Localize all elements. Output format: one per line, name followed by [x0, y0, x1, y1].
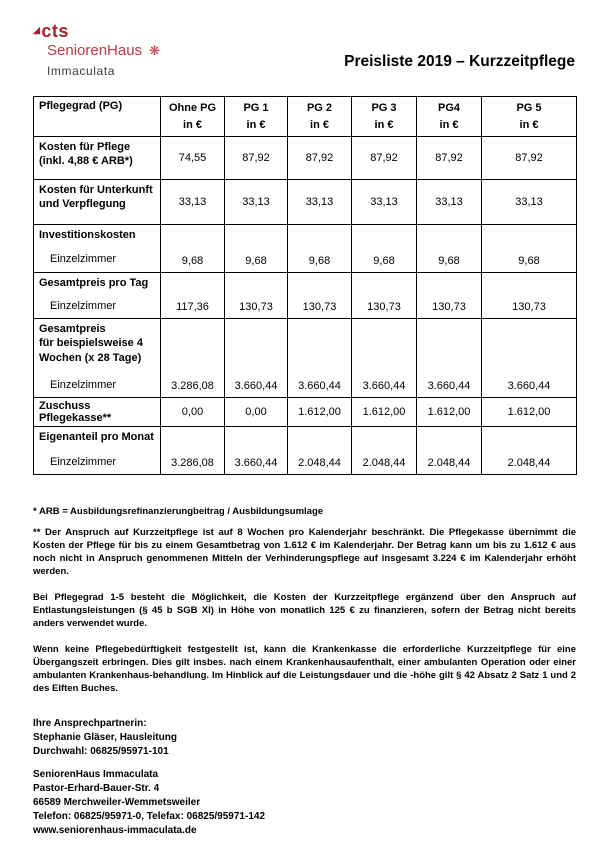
price-cell: 3.660,44 [417, 319, 482, 398]
price-cell: 33,13 [417, 180, 482, 225]
address-block [33, 768, 575, 838]
table-row-eigenanteil-monat [34, 427, 577, 475]
unit-label: in € [519, 118, 539, 131]
price-cell: 3.286,08 [161, 319, 225, 398]
price-cell: 33,13 [482, 180, 577, 225]
column-label: PG 5 [516, 102, 542, 114]
column-label: PG4 [437, 102, 460, 114]
price-cell: 3.660,44 [225, 319, 288, 398]
unit-label: in € [310, 118, 329, 131]
footnote-uebergangszeit: Wenn keine Pflegebedürftigkeit festgestellt ist, kann die Krankenkasse die erforderliche Kurzzeitpflege für eine Übergangszeit erbringen. Dies gilt insbes. nach einem Krankenhausaufenthalt, einer ambulanten Operation oder einer ambulanten Krankenhaus-behandlung. Im Hinblick auf die Leistungsdauer und die -höhe gilt § 42 Absatz 2 Satz 1 und 2 des Elften Buches. [33, 643, 576, 694]
address-city: 66589 Merchweiler-Wemmetsweiler [33, 796, 201, 808]
logo-name-line [47, 43, 160, 59]
price-cell: 1.612,00 [288, 398, 352, 427]
column-header-pg2 [288, 97, 352, 137]
corner-header: Pflegegrad (PG) [34, 97, 161, 137]
price-cell: 2.048,44 [482, 427, 577, 475]
row-label-line: Investitionskosten [39, 229, 136, 241]
price-cell: 3.660,44 [482, 319, 577, 398]
row-label [34, 319, 161, 398]
table-row-kosten-pflege [34, 137, 577, 180]
logo-subname-text: Immaculata [47, 64, 116, 78]
price-cell: 3.660,44 [225, 427, 288, 475]
row-label [34, 225, 161, 273]
address-name: SeniorenHaus Immaculata [33, 768, 159, 780]
contact-person: Stephanie Gläser, Hausleitung [33, 731, 177, 743]
row-label [34, 137, 161, 180]
price-cell: 33,13 [161, 180, 225, 225]
contact-block [33, 717, 575, 759]
column-label: PG 2 [306, 102, 333, 114]
table-row-gesamtpreis-tag [34, 272, 577, 319]
row-label-line: Kosten für Unterkunft [39, 184, 153, 196]
footnote-zuschuss: ** Der Anspruch auf Kurzzeitpflege ist auf 8 Wochen pro Kalenderjahr beschränkt. Die Pflegekasse übernimmt die Kosten der Pflege für bis zu einem Gesamtbetrag von 1.612 € im Kalenderjahr. Der Betrag kann um bis zu 1.612 € aus noch nicht in Anspruch genommenen Mitteln der Verhinderungspflege auf insgesamt 3.224 € im Kalenderjahr erhöht werden. [33, 526, 576, 577]
row-sublabel: Einzelzimmer [50, 455, 117, 468]
unit-label: in € [439, 118, 459, 131]
row-sublabel: Einzelzimmer [50, 253, 117, 266]
page-header [33, 22, 575, 84]
row-label-line: Gesamtpreis [39, 323, 106, 336]
price-cell: 33,13 [225, 180, 288, 225]
row-sublabel: Einzelzimmer [50, 379, 117, 392]
price-cell: 0,00 [161, 398, 225, 427]
price-cell: 130,73 [225, 272, 288, 319]
price-cell: 87,92 [417, 137, 482, 180]
row-label [34, 272, 161, 319]
price-cell: 33,13 [352, 180, 417, 225]
price-cell: 2.048,44 [288, 427, 352, 475]
price-cell: 130,73 [288, 272, 352, 319]
price-cell: 9,68 [225, 225, 288, 273]
price-cell: 9,68 [288, 225, 352, 273]
price-cell: 33,13 [288, 180, 352, 225]
table-row-zuschuss-pflegekasse [34, 398, 577, 427]
row-label: Zuschuss Pflegekasse** [34, 398, 161, 427]
column-label: PG 1 [243, 102, 269, 114]
price-cell: 9,68 [352, 225, 417, 273]
price-cell: 87,92 [288, 137, 352, 180]
table-row-unterkunft [34, 180, 577, 225]
price-cell: 1.612,00 [352, 398, 417, 427]
swirl-icon: ❋ [149, 43, 160, 58]
contact-phone: Durchwahl: 06825/95971-101 [33, 745, 169, 757]
row-label [34, 180, 161, 225]
row-label [34, 427, 161, 475]
column-header-pg3 [352, 97, 417, 137]
cts-logo [33, 22, 160, 77]
price-cell: 130,73 [352, 272, 417, 319]
column-header-pg4 [417, 97, 482, 137]
price-cell: 3.660,44 [352, 319, 417, 398]
price-cell: 2.048,44 [417, 427, 482, 475]
row-label-line: Wochen (x 28 Tage) [39, 351, 142, 364]
price-cell: 1.612,00 [482, 398, 577, 427]
price-cell: 1.612,00 [417, 398, 482, 427]
row-label-line: Gesamtpreis pro Tag [39, 276, 149, 289]
column-header-pg5 [482, 97, 577, 137]
price-cell: 130,73 [482, 272, 577, 319]
table-header-row [34, 97, 577, 137]
price-cell: 9,68 [482, 225, 577, 273]
price-cell: 87,92 [482, 137, 577, 180]
cts-triangle-icon: ◢ [33, 25, 41, 35]
price-cell: 2.048,44 [352, 427, 417, 475]
price-cell: 87,92 [352, 137, 417, 180]
row-label-line: Kosten für Pflege [39, 141, 131, 153]
price-cell: 3.286,08 [161, 427, 225, 475]
price-cell: 130,73 [417, 272, 482, 319]
row-label-line: und Verpflegung [39, 198, 126, 211]
website-url: www.seniorenhaus-immaculata.de [33, 824, 197, 836]
page-title: Preisliste 2019 – Kurzzeitpflege [344, 53, 575, 70]
price-cell: 9,68 [417, 225, 482, 273]
row-label-line: für beispielsweise 4 [39, 337, 143, 350]
unit-label: in € [183, 118, 202, 131]
row-label-line: Eigenanteil pro Monat [39, 431, 154, 444]
contact-intro: Ihre Ansprechpartnerin: [33, 717, 147, 729]
table-row-investitionskosten [34, 225, 577, 273]
row-label-line: (inkl. 4,88 € ARB*) [39, 155, 133, 168]
column-label: Ohne PG [168, 102, 217, 114]
price-cell: 117,36 [161, 272, 225, 319]
address-phones: Telefon: 06825/95971-0, Telefax: 06825/95971-142 [33, 810, 266, 822]
price-cell: 0,00 [225, 398, 288, 427]
price-cell: 3.660,44 [288, 319, 352, 398]
footnote-arb: * ARB = Ausbildungsrefinanzierungbeitrag / Ausbildungsumlage [33, 505, 324, 517]
logo-brand-text: cts [41, 21, 69, 41]
logo-name-text: SeniorenHaus [47, 42, 143, 59]
column-header-ohne-pg [161, 97, 225, 137]
logo-brand-line [33, 22, 160, 40]
price-cell: 87,92 [225, 137, 288, 180]
unit-label: in € [374, 118, 394, 131]
column-header-pg1 [225, 97, 288, 137]
row-sublabel: Einzelzimmer [50, 299, 117, 312]
footnote-entlastungsleistungen: Bei Pflegegrad 1-5 besteht die Möglichkeit, die Kosten der Kurzzeitpflege ergänzend über den Anspruch auf Entlastungsleistungen (§ 45 b SGB XI) in Höhe von monatlich 125 € zu finanzieren, sofern der Betrag nicht bereits anders verwendet wurde. [33, 591, 576, 629]
price-table [33, 96, 577, 475]
unit-label: in € [246, 118, 266, 131]
price-cell: 74,55 [161, 137, 225, 180]
column-label: PG 3 [371, 102, 397, 114]
address-street: Pastor-Erhard-Bauer-Str. 4 [33, 782, 160, 794]
price-cell: 9,68 [161, 225, 225, 273]
table-row-gesamtpreis-4-wochen [34, 319, 577, 398]
